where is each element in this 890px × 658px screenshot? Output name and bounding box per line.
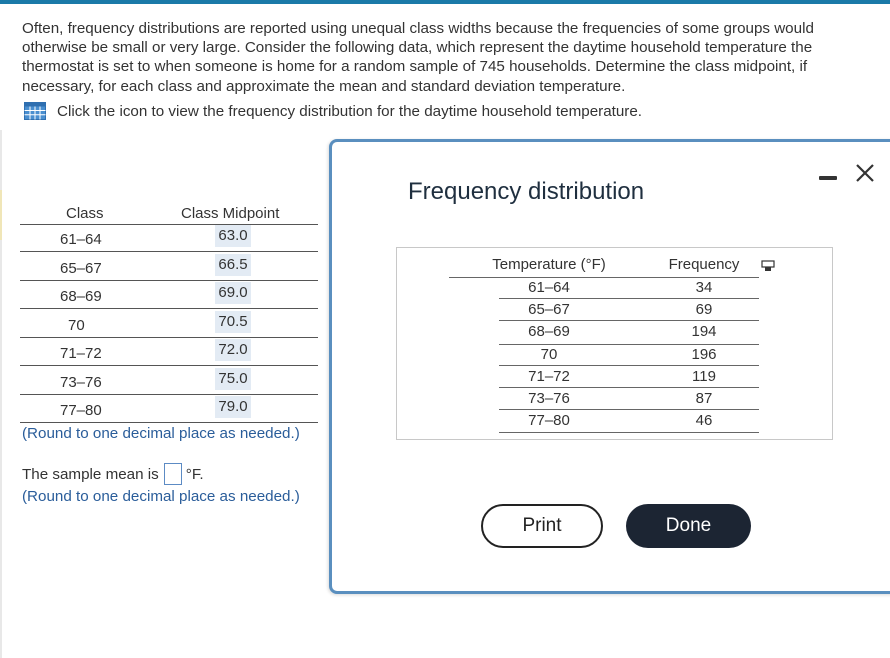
row-rule: [20, 422, 318, 423]
frequency-cell: 196: [691, 346, 717, 363]
dialog-title: Frequency distribution: [408, 178, 645, 205]
round-note-mean: (Round to one decimal place as needed.): [22, 488, 300, 505]
midpoint-column-header: Class Midpoint: [181, 205, 280, 222]
class-cell: 70: [68, 317, 85, 334]
round-note-midpoint: (Round to one decimal place as needed.): [22, 425, 300, 442]
midpoint-cell: 72.0: [215, 339, 251, 361]
sample-mean-label: The sample mean is: [22, 465, 159, 483]
class-cell: 73–76: [60, 374, 102, 391]
temperature-cell: 70: [540, 346, 558, 363]
top-accent-bar: [0, 0, 890, 4]
midpoint-cell: 63.0: [215, 225, 251, 247]
table-row: [20, 253, 318, 281]
table-row: [20, 338, 318, 366]
frequency-cell: 34: [695, 279, 713, 296]
frequency-column-header: Frequency: [668, 256, 740, 273]
left-marker: [0, 190, 2, 240]
frequency-cell: 87: [695, 390, 713, 407]
midpoint-cell: 69.0: [215, 282, 251, 304]
class-cell: 71–72: [60, 345, 102, 362]
table-row: [20, 224, 318, 252]
row-rule: [499, 298, 759, 299]
class-cell: 61–64: [60, 231, 102, 248]
class-column-header: Class: [66, 205, 104, 222]
sample-mean-unit: °F.: [185, 465, 204, 483]
midpoint-cell: 70.5: [215, 311, 251, 333]
row-rule: [499, 387, 759, 388]
frequency-table-panel: [396, 247, 833, 440]
sample-mean-input[interactable]: [164, 463, 182, 485]
frequency-cell: 46: [695, 412, 713, 429]
row-rule: [20, 251, 318, 252]
temperature-cell: 71–72: [528, 368, 570, 385]
class-cell: 65–67: [60, 260, 102, 277]
frequency-cell: 119: [692, 368, 716, 385]
row-rule: [499, 320, 759, 321]
question-text: Often, frequency distributions are reported using unequal class widths because the frequencies of some groups would otherwise be small or very large. Consider the following data, which represent the daytime household temperature the thermostat is set to when someone is home for a random sample of 745 households. Determine the class midpoint, if necessary, for each class and approximate the mean and standard deviation temperature.: [22, 20, 814, 95]
row-rule: [499, 409, 759, 410]
frequency-cell: 69: [695, 301, 713, 318]
temperature-cell: 65–67: [528, 301, 570, 318]
row-rule: [499, 365, 759, 366]
table-grid-icon[interactable]: [24, 102, 46, 120]
temperature-cell: 73–76: [528, 390, 570, 407]
midpoint-cell: 66.5: [215, 254, 251, 276]
sample-mean-line: [22, 463, 204, 485]
temperature-column-header: Temperature (°F): [492, 256, 606, 273]
table-row: [20, 395, 318, 423]
frequency-cell: 194: [691, 323, 717, 340]
view-data-link-text: Click the icon to view the frequency distribution for the daytime household temperature.: [57, 102, 643, 120]
minimize-icon[interactable]: [819, 176, 837, 180]
row-rule: [20, 308, 318, 309]
row-rule: [499, 432, 759, 433]
midpoint-cell: 75.0: [215, 368, 251, 390]
table-row: [20, 281, 318, 309]
header-rule: [449, 277, 759, 278]
temperature-cell: 77–80: [528, 412, 570, 429]
temperature-cell: 68–69: [528, 323, 570, 340]
close-icon[interactable]: [852, 160, 878, 186]
temperature-cell: 61–64: [528, 279, 570, 296]
frequency-distribution-dialog: [329, 139, 890, 594]
copy-to-clipboard-icon[interactable]: [761, 260, 775, 272]
print-button[interactable]: Print: [481, 504, 603, 548]
row-rule: [20, 365, 318, 366]
table-row: [20, 367, 318, 395]
midpoint-cell: 79.0: [215, 396, 251, 418]
table-row: [20, 310, 318, 338]
view-data-row: [24, 102, 642, 120]
class-cell: 77–80: [60, 402, 102, 419]
class-cell: 68–69: [60, 288, 102, 305]
done-button[interactable]: Done: [626, 504, 751, 548]
row-rule: [499, 344, 759, 345]
